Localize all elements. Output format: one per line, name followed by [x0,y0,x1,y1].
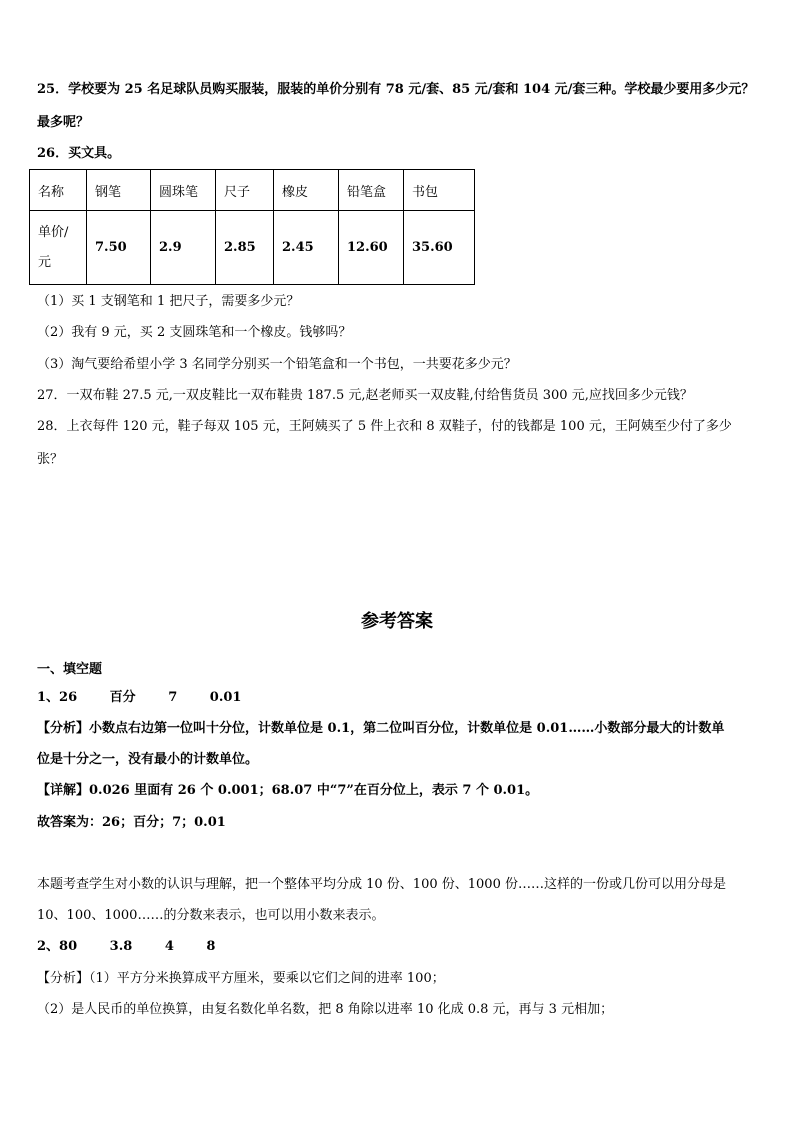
answer-1-label: 1、26 [37,690,78,705]
table-cell: 12.60 [339,211,404,285]
section-heading: 一、填空题 [37,662,103,677]
answers-title: 参考答案 [361,611,433,632]
q26-title: 26．买文具。 [37,146,121,161]
table-header-cell: 书包 [404,170,475,211]
row-label-line2: 元 [38,254,52,270]
table-cell: 2.45 [274,211,339,285]
q25-line1: 25．学校要为 25 名足球队员购买服装，服装的单价分别有 78 元/套、85 元/套和 104 元/套三种。学校最少要用多少元？ [37,82,755,97]
table-header-cell: 橡皮 [274,170,339,211]
q28-line2: 张？ [37,452,64,467]
q26-sub2: （2）我有 9 元，买 2 支圆珠笔和一个橡皮。钱够吗？ [37,325,352,340]
table-header-row [30,170,475,211]
table-header-cell: 名称 [30,170,87,211]
table-header-cell: 钢笔 [87,170,151,211]
answer-1-final: 故答案为：26；百分；7；0.01 [37,815,226,830]
row-label-line1: 单价/ [38,224,69,240]
answer-1-part: 0.01 [209,690,242,705]
answer-2-values [37,937,215,957]
q26-sub1: （1）买 1 支钢笔和 1 把尺子，需要多少元？ [37,294,300,309]
answer-2-analysis-line1: 【分析】（1）平方分米换算成平方厘米，要乘以它们之间的进率 100； [37,971,445,986]
table-header-cell: 尺子 [216,170,274,211]
answer-1-part: 百分 [109,690,136,705]
answer-1-summary-line2: 10、100、1000……的分数来表示，也可以用小数来表示。 [37,908,385,923]
price-table [29,169,475,285]
table-row-label [30,211,87,285]
q28-line1: 28．上衣每件 120 元，鞋子每双 105 元，王阿姨买了 5 件上衣和 8 双鞋子，付的钱都是 100 元，王阿姨至少付了多少 [37,419,732,434]
table-cell: 35.60 [404,211,475,285]
answer-2-part: 3.8 [109,939,133,954]
table-cell: 7.50 [87,211,151,285]
table-cell: 2.9 [151,211,216,285]
answer-1-analysis-line2: 位是十分之一，没有最小的计数单位。 [37,752,259,767]
answer-2-part: 8 [206,939,216,954]
answer-2-part: 4 [164,939,174,954]
table-header-cell: 铅笔盒 [339,170,404,211]
table-price-row [30,211,475,285]
answer-1-summary-line1: 本题考查学生对小数的认识与理解，把一个整体平均分成 10 份、100 份、1000 份……这样的一份或几份可以用分母是 [37,877,726,892]
q27-text: 27．一双布鞋 27.5 元,一双皮鞋比一双布鞋贵 187.5 元,赵老师买一双皮鞋,付给售货员 300 元,应找回多少元钱？ [37,388,693,403]
q26-sub3: （3）淘气要给希望小学 3 名同学分别买一个铅笔盒和一个书包，一共要花多少元？ [37,357,517,372]
q25-line2: 最多呢？ [37,115,90,130]
table-cell: 2.85 [216,211,274,285]
answer-2-analysis-line2: （2）是人民币的单位换算，由复名数化单名数，把 8 角除以进率 10 化成 0.8 元，再与 3 元相加； [37,1002,614,1017]
answer-2-label: 2、80 [37,939,78,954]
table-header-cell: 圆珠笔 [151,170,216,211]
answer-1-analysis-line1: 【分析】小数点右边第一位叫十分位，计数单位是 0.1，第二位叫百分位，计数单位是 0.01……小数部分最大的计数单 [37,721,725,736]
answer-1-part: 7 [168,690,178,705]
answer-1-values [37,688,241,708]
answer-1-detail: 【详解】0.026 里面有 26 个 0.001；68.07 中“7”在百分位上，表示 7 个 0.01。 [37,783,539,798]
